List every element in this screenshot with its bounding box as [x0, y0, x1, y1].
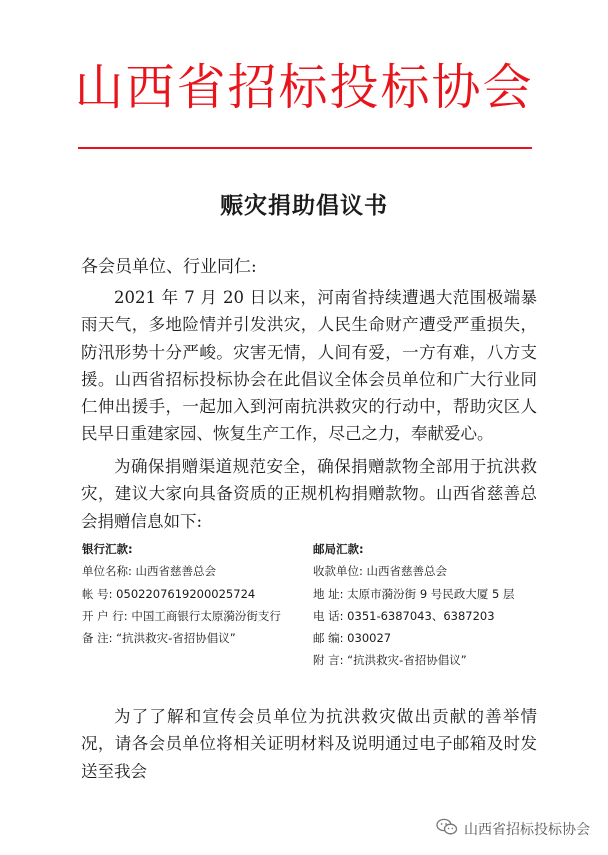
red-divider — [78, 147, 532, 149]
bank-heading: 银行汇款: — [82, 542, 133, 556]
document-title: 赈灾捐助倡议书 — [220, 192, 388, 219]
paragraph-3: 为了了解和宣传会员单位为抗洪救灾做出贡献的善举情况，请各会员单位将相关证明材料及说明通过电子邮箱及时发送至我会 — [81, 707, 537, 781]
account-watermark — [436, 818, 590, 840]
wechat-icon — [436, 818, 464, 840]
watermark-text: 山西省招标投标协会 — [464, 822, 590, 838]
bank-line: 单位名称: 山西省慈善总会 — [82, 564, 217, 579]
post-line: 附 言: “抗洪救灾-省招协倡议” — [313, 653, 467, 668]
paragraph-1: 2021 年 7 月 20 日以来，河南省持续遭遇大范围极端暴雨天气，多地险情并引发洪灾，人民生命财产遭受严重损失，防汛形势十分严峻。灾害无情，人间有爱，一方有难，八方支援。山西省招标投标协会在此倡议全体会员单位和广大行业同仁伸出援手，一起加入到河南抗洪救灾的行动中，帮助灾区人民早日重建家园、恢复生产工作，尽己之力，奉献爱心。 — [81, 288, 537, 444]
letterhead: 山西省招标投标协会 — [74, 59, 534, 116]
post-line: 地 址: 太原市漪汾街 9 号民政大厦 5 层 — [313, 586, 515, 601]
bank-line: 开 户 行: 中国工商银行太原漪汾街支行 — [82, 608, 281, 623]
post-line: 收款单位: 山西省慈善总会 — [313, 564, 448, 579]
paragraph-2: 为确保捐赠渠道规范安全，确保捐赠款物全部用于抗洪救灾，建议大家向具备资质的正规机构捐赠款物。山西省慈善总会捐赠信息如下: — [81, 457, 537, 531]
post-transfer-info — [313, 538, 514, 672]
post-line: 邮 编: 030027 — [313, 631, 392, 646]
post-heading: 邮局汇款: — [313, 542, 364, 556]
bank-transfer-info — [82, 538, 281, 649]
post-line: 电 话: 0351-6387043、6387203 — [313, 608, 495, 623]
salutation: 各会员单位、行业同仁: — [81, 257, 257, 277]
bank-line: 帐 号: 0502207619200025724 — [82, 586, 256, 601]
bank-line: 备 注: “抗洪救灾-省招协倡议” — [82, 631, 236, 646]
